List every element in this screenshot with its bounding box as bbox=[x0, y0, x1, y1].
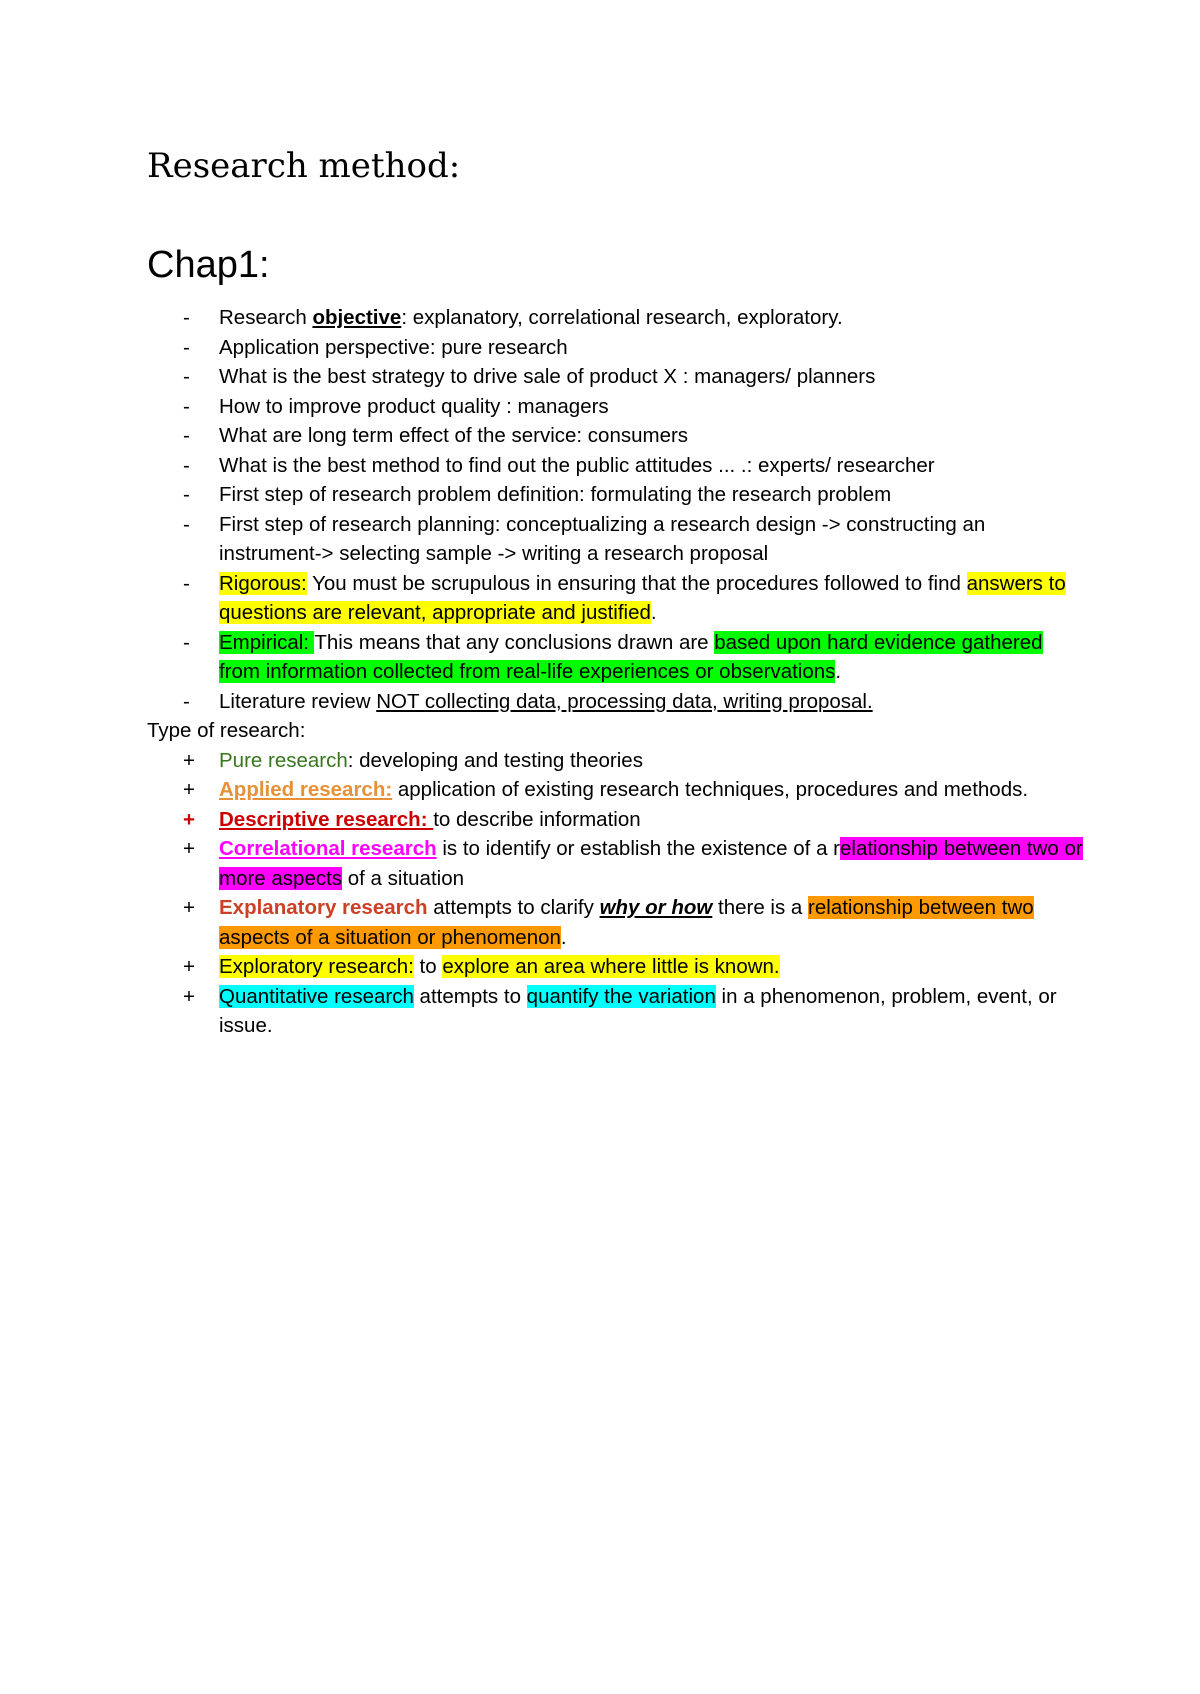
text-run: of a situation bbox=[342, 866, 465, 890]
list-item-text bbox=[219, 628, 1087, 687]
list-item bbox=[147, 451, 1087, 481]
list-item-text: What is the best method to find out the public attitudes ... .: experts/ researcher bbox=[219, 453, 935, 477]
highlight-run: answers to questions are relevant, appropriate and justified bbox=[219, 571, 1066, 624]
text-run: Research bbox=[219, 306, 313, 329]
term-correlational-research: Correlational research bbox=[219, 837, 437, 860]
term-exploratory-research: Exploratory research: bbox=[219, 955, 414, 978]
plus-bullet: + bbox=[183, 807, 195, 831]
text-run: there is a bbox=[712, 896, 809, 919]
list-item bbox=[147, 392, 1087, 422]
list-item-text bbox=[219, 893, 1087, 952]
highlight-run: quantify the variation bbox=[526, 984, 716, 1008]
emphasis-why-or-how: why or how bbox=[599, 896, 713, 919]
dash-bullet: - bbox=[183, 571, 190, 595]
underlined-run: NOT collecting data, processing data, writing proposal. bbox=[376, 689, 873, 713]
plus-bullet: + bbox=[183, 778, 195, 801]
list-item-text: How to improve product quality : managers bbox=[219, 394, 609, 418]
keyword-objective: objective bbox=[312, 306, 402, 329]
term-pure-research: Pure research bbox=[219, 748, 348, 772]
list-item-rigorous bbox=[147, 569, 1087, 628]
text-run: in a phenomenon, problem, event, or issue. bbox=[219, 984, 1057, 1037]
list-item bbox=[147, 362, 1087, 392]
highlight-run: based upon hard evidence gathered from information collected from real-life experiences or observations bbox=[219, 630, 1043, 683]
list-item-text: Application perspective: pure research bbox=[219, 335, 568, 359]
term-descriptive-research: Descriptive research: bbox=[219, 807, 434, 831]
dash-bullet: - bbox=[183, 306, 190, 329]
text-run: This means that any conclusions drawn are bbox=[314, 630, 715, 654]
list-item-empirical bbox=[147, 628, 1087, 687]
list-item-literature-review bbox=[147, 687, 1087, 717]
list-item-objective bbox=[147, 303, 1087, 333]
dash-bullet: - bbox=[183, 630, 190, 654]
plus-bullet: + bbox=[183, 837, 195, 860]
list-item-text: What is the best strategy to drive sale of product X : managers/ planners bbox=[219, 365, 876, 388]
type-item-exploratory bbox=[147, 952, 1087, 982]
list-item bbox=[147, 421, 1087, 451]
text-run: Literature review bbox=[219, 689, 377, 713]
dash-bullet: - bbox=[183, 365, 190, 388]
highlight-run: explore an area where little is known. bbox=[442, 955, 780, 978]
term-applied-research: Applied research: bbox=[219, 778, 393, 801]
text-run: : developing and testing theories bbox=[347, 748, 643, 772]
term-quantitative-research: Quantitative research bbox=[219, 984, 414, 1008]
text-run: attempts to clarify bbox=[427, 896, 600, 919]
dash-bullet: - bbox=[183, 453, 190, 477]
text-run: attempts to bbox=[413, 984, 527, 1008]
plus-bullet: + bbox=[183, 955, 195, 978]
list-item-text bbox=[219, 834, 1087, 893]
text-run: You must be scrupulous in ensuring that the procedures followed to find bbox=[306, 571, 967, 595]
list-item-text bbox=[219, 687, 1087, 717]
type-of-research-heading bbox=[147, 716, 1087, 746]
dash-bullet: - bbox=[183, 424, 190, 447]
highlight-rigorous: Rigorous: bbox=[219, 571, 307, 595]
text-run: . bbox=[650, 601, 657, 624]
text-run: to bbox=[413, 955, 443, 978]
type-item-pure bbox=[147, 746, 1087, 776]
list-item-text bbox=[219, 982, 1087, 1041]
type-item-correlational bbox=[147, 834, 1087, 893]
highlight-run: relationship between two aspects of a situation or phenomenon bbox=[219, 896, 1034, 949]
plus-bullet: + bbox=[183, 896, 195, 919]
dash-bullet: - bbox=[183, 483, 190, 506]
text-run: is to identify or establish the existence of a r bbox=[436, 837, 840, 860]
list-item-text bbox=[219, 303, 1087, 333]
list-item-text bbox=[219, 775, 1087, 805]
text-run: to describe information bbox=[433, 807, 641, 831]
text-run: . bbox=[560, 925, 567, 949]
list-item bbox=[147, 480, 1087, 510]
highlight-empirical: Empirical: bbox=[219, 630, 315, 654]
list-item bbox=[147, 510, 1087, 569]
list-item-text bbox=[219, 805, 1087, 835]
document-title: Research method: bbox=[147, 146, 461, 186]
list-item-text: What are long term effect of the service: consumers bbox=[219, 424, 689, 447]
list-item-text: First step of research planning: conceptualizing a research design -> constructing an instrument-> selecting sample -> writing a research proposal bbox=[219, 512, 986, 565]
list-item-text: First step of research problem definition: formulating the research problem bbox=[219, 483, 892, 506]
text-run: : explanatory, correlational research, exploratory. bbox=[401, 306, 843, 329]
type-item-quantitative bbox=[147, 982, 1087, 1041]
chapter-heading: Chap1: bbox=[147, 244, 270, 286]
dash-bullet: - bbox=[183, 512, 190, 536]
highlight-run: elationship between two or more aspects bbox=[219, 837, 1083, 890]
notes-list bbox=[147, 303, 1087, 1041]
type-item-applied bbox=[147, 775, 1087, 805]
term-explanatory-research: Explanatory research bbox=[219, 896, 428, 919]
text-run: application of existing research techniques, procedures and methods. bbox=[392, 778, 1029, 801]
plus-bullet: + bbox=[183, 984, 195, 1008]
dash-bullet: - bbox=[183, 689, 190, 713]
list-item-text bbox=[219, 746, 1087, 776]
list-item bbox=[147, 333, 1087, 363]
text-run: . bbox=[835, 660, 842, 683]
type-item-explanatory bbox=[147, 893, 1087, 952]
section-label: Type of research: bbox=[147, 719, 306, 742]
dash-bullet: - bbox=[183, 335, 190, 359]
type-item-descriptive bbox=[147, 805, 1087, 835]
plus-bullet: + bbox=[183, 748, 195, 772]
list-item-text bbox=[219, 952, 1087, 982]
dash-bullet: - bbox=[183, 394, 190, 418]
list-item-text bbox=[219, 569, 1087, 628]
